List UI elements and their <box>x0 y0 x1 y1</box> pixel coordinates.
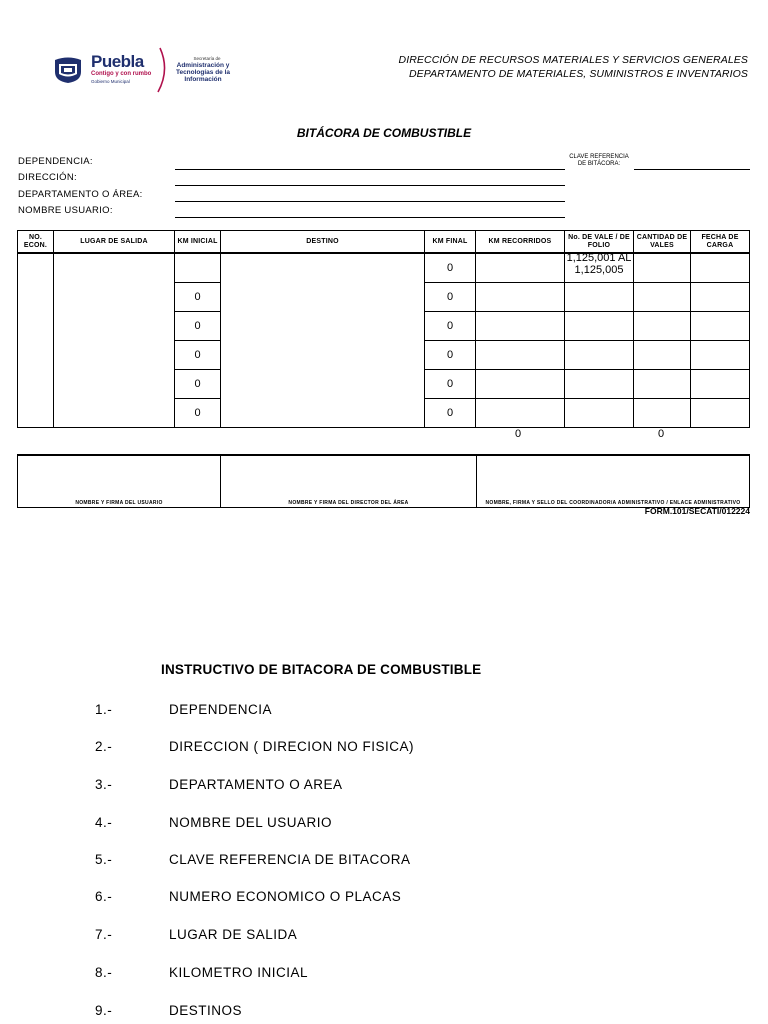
cell-cantidad-vales[interactable] <box>634 253 691 283</box>
cell-fecha-carga[interactable] <box>691 370 750 399</box>
col-header-fecha-carga: FECHA DE CARGA <box>691 231 750 254</box>
instruction-text: DIRECCION ( DIRECION NO FISICA) <box>169 739 415 754</box>
form-code: FORM.101/SECATI/012224 <box>644 506 750 516</box>
cell-cantidad-vales[interactable] <box>634 312 691 341</box>
signature-director[interactable]: NOMBRE Y FIRMA DEL DIRECTOR DEL ÁREA <box>221 455 477 508</box>
table-header-row <box>18 231 750 254</box>
cell-km-final[interactable]: 0 <box>425 253 476 283</box>
cell-lugar-salida[interactable] <box>54 253 175 428</box>
instruction-number: 5.- <box>95 852 113 867</box>
instruction-text: DESTINOS <box>169 1003 243 1018</box>
col-header-km-final: KM FINAL <box>425 231 476 254</box>
field-departamento-label: DEPARTAMENTO O ÁREA: <box>18 189 143 200</box>
cell-km-final[interactable]: 0 <box>425 312 476 341</box>
instructions-title: INSTRUCTIVO DE BITACORA DE COMBUSTIBLE <box>161 662 482 677</box>
logo-divider-curve-icon <box>156 46 170 94</box>
table-row <box>18 253 750 283</box>
instruction-number: 8.- <box>95 965 113 980</box>
puebla-wordmark: Puebla <box>91 52 144 71</box>
instruction-text: DEPARTAMENTO O AREA <box>169 777 343 792</box>
secretaria-name: Administración y Tecnologías de la Información <box>175 62 231 83</box>
field-dependencia-label: DEPENDENCIA: <box>18 156 93 167</box>
field-direccion-label: DIRECCIÓN: <box>18 172 77 183</box>
total-km-recorridos: 0 <box>515 428 522 440</box>
cell-km-final[interactable]: 0 <box>425 283 476 312</box>
cell-fecha-carga[interactable] <box>691 253 750 283</box>
signature-table <box>17 454 750 508</box>
bitacora-table <box>17 230 750 428</box>
col-header-cantidad-vales: CANTIDAD DE VALES <box>634 231 691 254</box>
cell-km-inicial[interactable]: 0 <box>175 312 221 341</box>
instruction-number: 4.- <box>95 815 113 830</box>
cell-cantidad-vales[interactable] <box>634 341 691 370</box>
field-clave-referencia-line[interactable] <box>634 169 750 170</box>
cell-no-econ[interactable] <box>18 253 54 428</box>
signature-usuario[interactable]: NOMBRE Y FIRMA DEL USUARIO <box>18 455 221 508</box>
instruction-text: NOMBRE DEL USUARIO <box>169 815 333 830</box>
col-header-folio: No. DE VALE / DE FOLIO <box>565 231 634 254</box>
cell-fecha-carga[interactable] <box>691 399 750 428</box>
instruction-number: 7.- <box>95 927 113 942</box>
cell-km-recorridos[interactable] <box>476 341 565 370</box>
cell-km-inicial[interactable]: 0 <box>175 283 221 312</box>
cell-fecha-carga[interactable] <box>691 341 750 370</box>
secretaria-label: Secretaría de <box>193 56 221 61</box>
field-direccion-line[interactable] <box>175 185 565 186</box>
cell-km-inicial[interactable]: 0 <box>175 341 221 370</box>
cell-km-inicial[interactable]: 0 <box>175 399 221 428</box>
signature-coordinador[interactable]: NOMBRE, FIRMA Y SELLO DEL COORDINADOR/A ADMINISTRATIVO / ENLACE ADMINISTRATIVO <box>477 455 750 508</box>
col-header-km-recorridos: KM RECORRIDOS <box>476 231 565 254</box>
field-clave-referencia-label: CLAVE REFERENCIA DE BITÁCORA: <box>569 154 629 167</box>
total-cantidad-vales: 0 <box>658 428 665 440</box>
puebla-government: Gobierno Municipal <box>91 79 130 84</box>
instruction-text: NUMERO ECONOMICO O PLACAS <box>169 889 402 904</box>
field-departamento-line[interactable] <box>175 201 565 202</box>
instruction-text: KILOMETRO INICIAL <box>169 965 309 980</box>
cell-km-final[interactable]: 0 <box>425 370 476 399</box>
instruction-number: 9.- <box>95 1003 113 1018</box>
cell-fecha-carga[interactable] <box>691 312 750 341</box>
puebla-shield-icon <box>52 56 84 84</box>
header-direccion: DIRECCIÓN DE RECURSOS MATERIALES Y SERVICIOS GENERALES <box>398 54 748 66</box>
cell-cantidad-vales[interactable] <box>634 399 691 428</box>
instruction-text: LUGAR DE SALIDA <box>169 927 298 942</box>
cell-km-recorridos[interactable] <box>476 370 565 399</box>
instruction-number: 1.- <box>95 702 113 717</box>
instruction-number: 6.- <box>95 889 113 904</box>
cell-cantidad-vales[interactable] <box>634 370 691 399</box>
cell-fecha-carga[interactable] <box>691 283 750 312</box>
instruction-text: DEPENDENCIA <box>169 702 273 717</box>
field-dependencia-line[interactable] <box>175 169 565 170</box>
col-header-lugar-salida: LUGAR DE SALIDA <box>54 231 175 254</box>
col-header-km-inicial: KM INICIAL <box>175 231 221 254</box>
cell-km-inicial[interactable] <box>175 253 221 283</box>
cell-km-final[interactable]: 0 <box>425 341 476 370</box>
instruction-text: CLAVE REFERENCIA DE BITACORA <box>169 852 411 867</box>
cell-km-final[interactable]: 0 <box>425 399 476 428</box>
cell-folio[interactable] <box>565 341 634 370</box>
cell-km-inicial[interactable]: 0 <box>175 370 221 399</box>
document-title: BITÁCORA DE COMBUSTIBLE <box>296 126 472 140</box>
cell-cantidad-vales[interactable] <box>634 283 691 312</box>
cell-folio[interactable] <box>565 312 634 341</box>
cell-folio[interactable] <box>565 253 634 283</box>
cell-km-recorridos[interactable] <box>476 399 565 428</box>
cell-km-recorridos[interactable] <box>476 253 565 283</box>
puebla-tagline: Contigo y con rumbo <box>91 71 152 77</box>
cell-km-recorridos[interactable] <box>476 283 565 312</box>
cell-km-recorridos[interactable] <box>476 312 565 341</box>
field-nombre-usuario-label: NOMBRE USUARIO: <box>18 205 113 216</box>
folio-value: 1,125,001 AL 1,125,005 <box>566 252 632 276</box>
header-departamento: DEPARTAMENTO DE MATERIALES, SUMINISTROS E INVENTARIOS <box>408 68 748 80</box>
cell-folio[interactable] <box>565 283 634 312</box>
col-header-no-econ: NO. ECON. <box>18 231 54 254</box>
instruction-number: 3.- <box>95 777 113 792</box>
field-nombre-usuario-line[interactable] <box>175 217 565 218</box>
col-header-destino: DESTINO <box>221 231 425 254</box>
cell-destino[interactable] <box>221 253 425 428</box>
cell-folio[interactable] <box>565 399 634 428</box>
instruction-number: 2.- <box>95 739 113 754</box>
cell-folio[interactable] <box>565 370 634 399</box>
